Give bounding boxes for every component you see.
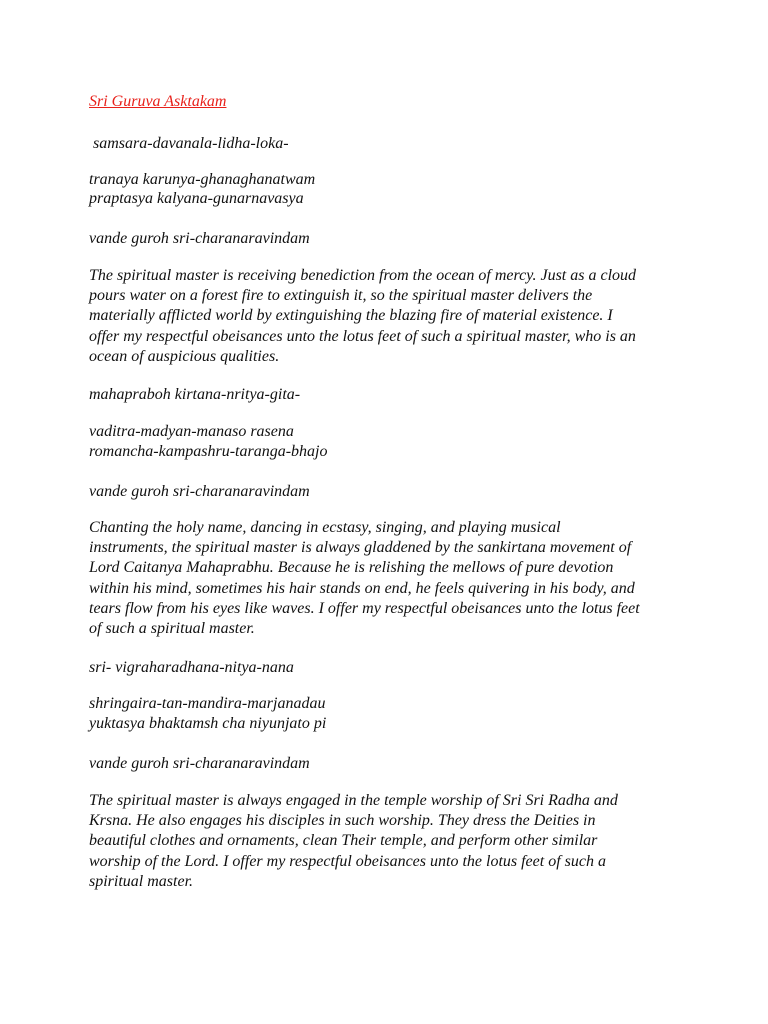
paragraph-line: worship of the Lord. I offer my respectful obeisances unto the lotus feet of such a bbox=[89, 852, 606, 870]
paragraph-line: materially afflicted world by extinguishing the blazing fire of material existence. I bbox=[89, 307, 613, 325]
paragraph-line: spiritual master. bbox=[89, 872, 194, 890]
verse-1-line-4: vande guroh sri-charanaravindam bbox=[89, 230, 310, 247]
verse-1-line-2: tranaya karunya-ghanaghanatwam bbox=[89, 171, 316, 188]
translation-paragraph-3 bbox=[89, 791, 689, 892]
paragraph-line: ocean of auspicious qualities. bbox=[89, 347, 280, 365]
paragraph-line: within his mind, sometimes his hair stands on end, he feels quivering in his body, and bbox=[89, 579, 635, 597]
paragraph-line: of such a spiritual master. bbox=[89, 620, 255, 638]
verse-2-line-2: vaditra-madyan-manaso rasena bbox=[89, 423, 294, 440]
verse-2-line-3: romancha-kampashru-taranga-bhajo bbox=[89, 443, 328, 460]
verse-3-line-1: sri- vigraharadhana-nitya-nana bbox=[89, 659, 294, 676]
verse-2-line-4: vande guroh sri-charanaravindam bbox=[89, 483, 310, 500]
paragraph-line: tears flow from his eyes like waves. I offer my respectful obeisances unto the lotus feet bbox=[89, 599, 640, 617]
verse-3-line-3: yuktasya bhaktamsh cha niyunjato pi bbox=[89, 715, 327, 732]
paragraph-line: offer my respectful obeisances unto the lotus feet of such a spiritual master, who is an bbox=[89, 327, 636, 345]
paragraph-line: instruments, the spiritual master is always gladdened by the sankirtana movement of bbox=[89, 539, 632, 557]
verse-3-line-2: shringaira-tan-mandira-marjanadau bbox=[89, 695, 326, 712]
paragraph-line: The spiritual master is always engaged in the temple worship of Sri Sri Radha and bbox=[89, 792, 618, 809]
paragraph-line: Chanting the holy name, dancing in ecstasy, singing, and playing musical bbox=[89, 519, 561, 536]
verse-1-line-3: praptasya kalyana-gunarnavasya bbox=[89, 190, 304, 207]
paragraph-line: Krsna. He also engages his disciples in such worship. They dress the Deities in bbox=[89, 812, 596, 830]
verse-1-line-1: samsara-davanala-lidha-loka- bbox=[89, 135, 289, 152]
translation-paragraph-1 bbox=[89, 266, 689, 367]
translation-paragraph-2 bbox=[89, 518, 689, 639]
paragraph-line: pours water on a forest fire to extinguish it, so the spiritual master delivers the bbox=[89, 287, 593, 305]
paragraph-line: beautiful clothes and ornaments, clean Their temple, and perform other similar bbox=[89, 832, 598, 850]
paragraph-line: The spiritual master is receiving benediction from the ocean of mercy. Just as a cloud bbox=[89, 267, 637, 284]
verse-3-line-4: vande guroh sri-charanaravindam bbox=[89, 755, 310, 772]
verse-2-line-1: mahapraboh kirtana-nritya-gita- bbox=[89, 386, 301, 403]
document-title: Sri Guruva Asktakam bbox=[89, 93, 227, 110]
paragraph-line: Lord Caitanya Mahaprabhu. Because he is relishing the mellows of pure devotion bbox=[89, 559, 614, 577]
